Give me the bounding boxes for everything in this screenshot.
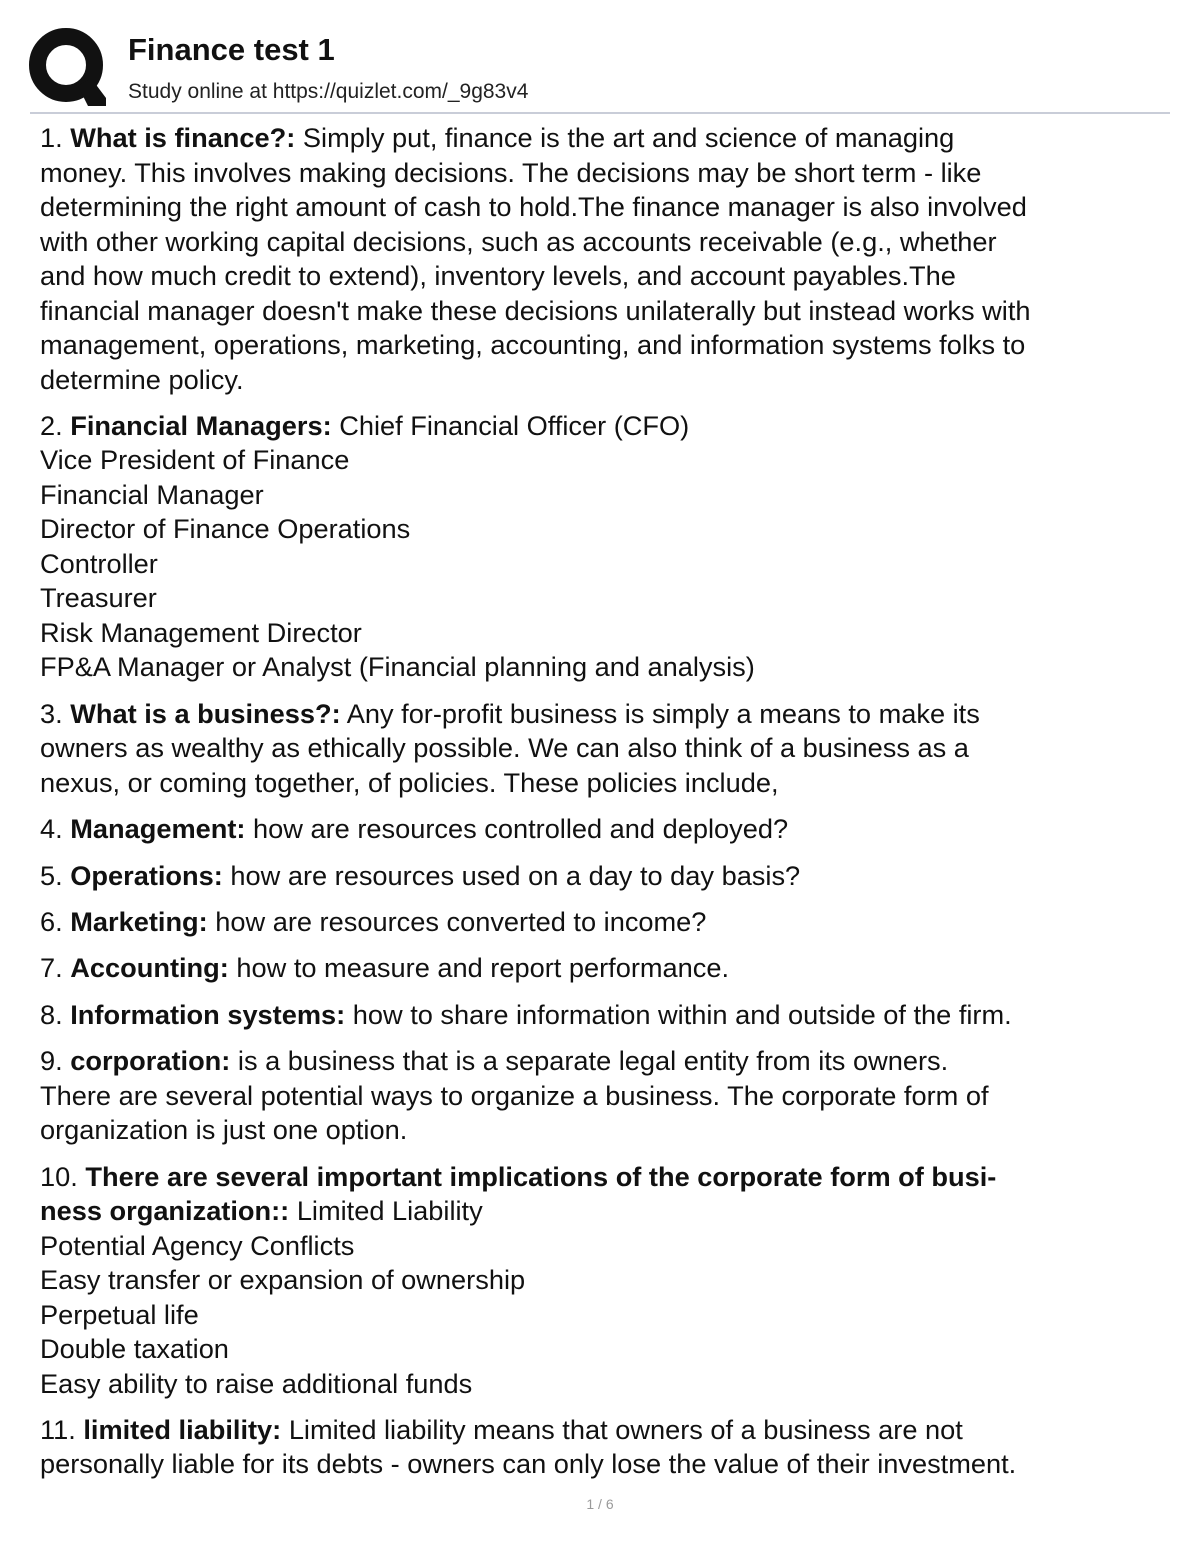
flashcard-item bbox=[40, 1160, 1190, 1402]
page-number: 1 / 6 bbox=[586, 1496, 614, 1512]
item-definition: how are resources used on a day to day basis? bbox=[230, 859, 801, 891]
study-online-link-text: Study online at https://quizlet.com/_9g83v4 bbox=[128, 80, 529, 103]
item-definition: Any for-profit business is simply a means to make its owners as wealthy as ethically possible. We can also think of a business as a nexus, or coming together, of policies. These policies include, bbox=[40, 697, 980, 798]
item-term: Operations: bbox=[70, 859, 223, 891]
quizlet-logo-icon bbox=[28, 28, 108, 108]
flashcard-item bbox=[40, 121, 1190, 397]
item-number: 3. bbox=[40, 697, 63, 729]
flashcard-item bbox=[40, 998, 1190, 1033]
item-definition: Limited liability means that owners of a business are not personally liable for its debts - owners can only lose the value of their investment. bbox=[40, 1413, 1017, 1480]
item-term: limited liability: bbox=[83, 1413, 282, 1445]
item-term: Marketing: bbox=[70, 905, 208, 937]
header-divider bbox=[30, 112, 1170, 114]
item-definition: how are resources controlled and deployed? bbox=[253, 813, 789, 845]
flashcard-list bbox=[40, 121, 1190, 1494]
set-title: Finance test 1 bbox=[128, 32, 335, 67]
flashcard-item bbox=[40, 905, 1190, 940]
item-definition: Chief Financial Officer (CFO) Vice President of Finance Financial Manager Director of Finance Operations Controller Treasurer Risk Management Director FP&A Manager or Analyst (Financial planning and analysis) bbox=[40, 409, 755, 683]
flashcard-item bbox=[40, 1413, 1190, 1482]
flashcard-item bbox=[40, 859, 1190, 894]
flashcard-item bbox=[40, 812, 1190, 847]
item-number: 2. bbox=[40, 409, 63, 441]
item-term: There are several important implications of the corporate form of busi- ness organization:: bbox=[40, 1160, 997, 1227]
item-number: 1. bbox=[40, 122, 63, 153]
item-number: 5. bbox=[40, 859, 63, 891]
item-term: Accounting: bbox=[70, 952, 229, 984]
item-term: Information systems: bbox=[70, 998, 346, 1030]
item-definition: Limited Liability Potential Agency Conflicts Easy transfer or expansion of ownership Perpetual life Double taxation Easy ability to raise additional funds bbox=[40, 1195, 526, 1399]
item-term: What is a business?: bbox=[70, 697, 341, 729]
item-definition: how are resources converted to income? bbox=[215, 905, 707, 937]
item-number: 6. bbox=[40, 905, 63, 937]
item-definition: Simply put, finance is the art and science of managing money. This involves making decisions. The decisions may be short term - like determining the right amount of cash to hold.The finance manager is also involved with other working capital decisions, such as accounts receivable (e.g., whether and how much credit to extend), inventory levels, and account payables.The financial manager doesn't make these decisions unilaterally but instead works with management, operations, marketing, accounting, and information systems folks to determine policy. bbox=[40, 122, 1031, 395]
item-definition: how to share information within and outside of the firm. bbox=[352, 998, 1012, 1030]
flashcard-item bbox=[40, 697, 1190, 801]
item-number: 10. bbox=[40, 1160, 78, 1192]
item-definition: is a business that is a separate legal entity from its owners. There are several potential ways to organize a business. The corporate form of organization is just one option. bbox=[40, 1045, 989, 1146]
item-definition: how to measure and report performance. bbox=[236, 952, 730, 984]
flashcard-item bbox=[40, 1044, 1190, 1148]
item-term: Financial Managers: bbox=[70, 409, 332, 441]
item-number: 8. bbox=[40, 998, 63, 1030]
item-number: 11. bbox=[40, 1413, 76, 1445]
flashcard-item bbox=[40, 951, 1190, 986]
item-term: corporation: bbox=[70, 1045, 231, 1077]
item-number: 9. bbox=[40, 1045, 63, 1077]
item-number: 4. bbox=[40, 813, 63, 845]
item-term: What is finance?: bbox=[70, 122, 296, 153]
item-number: 7. bbox=[40, 952, 63, 984]
item-term: Management: bbox=[70, 813, 246, 845]
flashcard-item bbox=[40, 409, 1190, 685]
